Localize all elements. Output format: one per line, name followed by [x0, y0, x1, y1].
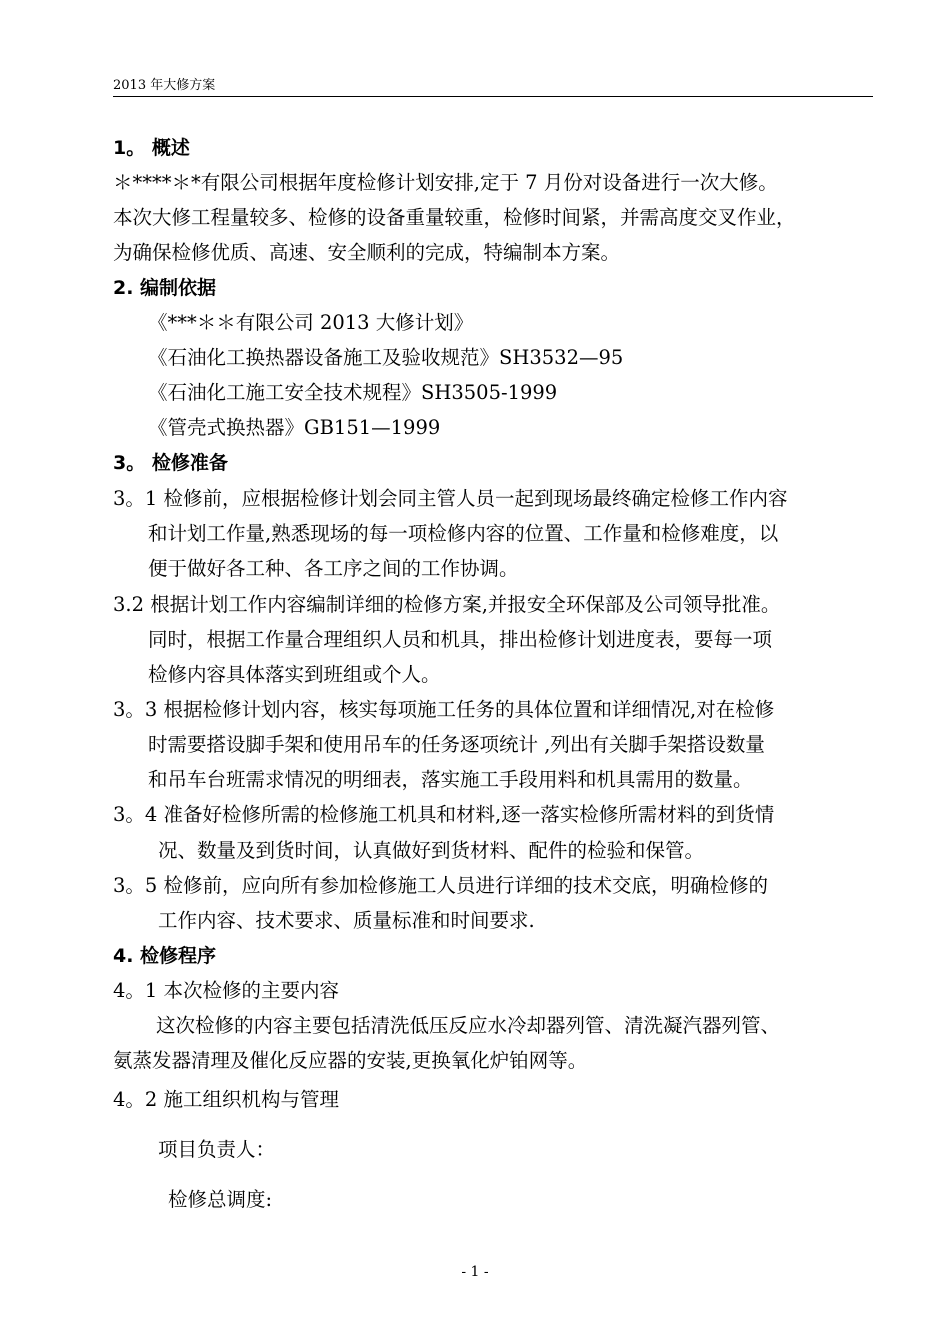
paragraph-line: 3。5 检修前，应向所有参加检修施工人员进行详细的技术交底，明确检修的 [113, 874, 769, 897]
subsection-heading: 4。1 本次检修的主要内容 [113, 979, 340, 1002]
paragraph-line: 工作内容、技术要求、质量标准和时间要求. [158, 909, 535, 932]
paragraph-line: ＊****＊*有限公司根据年度检修计划安排,定于 7 月份对设备进行一次大修。 [113, 171, 778, 194]
paragraph-line: 况、数量及到货时间，认真做好到货材料、配件的检验和保管。 [158, 839, 705, 862]
paragraph-line: 同时，根据工作量合理组织人员和机具，排出检修计划进度表，要每一项 [148, 628, 773, 651]
reference-item: 《***＊＊有限公司 2013 大修计划》 [148, 311, 474, 334]
paragraph-line: 这次检修的内容主要包括清洗低压反应水冷却器列管、清洗凝汽器列管、 [156, 1014, 781, 1037]
paragraph-line: 和计划工作量,熟悉现场的每一项检修内容的位置、工作量和检修难度，以 [148, 522, 779, 545]
section-heading-3: 3。 检修准备 [113, 452, 228, 474]
reference-item: 《石油化工施工安全技术规程》SH3505-1999 [148, 381, 558, 404]
reference-item: 《管壳式换热器》GB151—1999 [148, 416, 441, 439]
paragraph-line: 时需要搭设脚手架和使用吊车的任务逐项统计 ,列出有关脚手架搭设数量 [148, 733, 765, 756]
paragraph-line: 3.2 根据计划工作内容编制详细的检修方案,并报安全环保部及公司领导批准。 [113, 593, 781, 616]
paragraph-line: 氨蒸发器清理及催化反应器的安装,更换氧化炉铂网等。 [113, 1049, 588, 1072]
role-label: 项目负责人： [158, 1138, 276, 1161]
paragraph-line: 3。1 检修前，应根据检修计划会同主管人员一起到现场最终确定检修工作内容 [113, 487, 788, 510]
page-number: - 1 - [461, 1264, 489, 1280]
paragraph-line: 便于做好各工种、各工序之间的工作协调。 [148, 557, 519, 580]
section-heading-4: 4. 检修程序 [113, 945, 217, 967]
header-title: 2013 年大修方案 [113, 78, 216, 93]
paragraph-line: 3。3 根据检修计划内容，核实每项施工任务的具体位置和详细情况,对在检修 [113, 698, 775, 721]
paragraph-line: 为确保检修优质、高速、安全顺利的完成，特编制本方案。 [113, 241, 621, 264]
role-label: 检修总调度: [168, 1188, 273, 1211]
paragraph-line: 3。4 准备好检修所需的检修施工机具和材料,逐一落实检修所需材料的到货情 [113, 803, 775, 826]
reference-item: 《石油化工换热器设备施工及验收规范》SH3532—95 [148, 346, 624, 369]
paragraph-line: 和吊车台班需求情况的明细表，落实施工手段用料和机具需用的数量。 [148, 768, 753, 791]
subsection-heading: 4。2 施工组织机构与管理 [113, 1088, 340, 1111]
section-heading-1: 1。 概述 [113, 137, 190, 159]
paragraph-line: 本次大修工程量较多、检修的设备重量较重，检修时间紧，并需高度交叉作业， [113, 206, 796, 229]
paragraph-line: 检修内容具体落实到班组或个人。 [148, 663, 441, 686]
page-header [113, 76, 873, 97]
section-heading-2: 2. 编制依据 [113, 277, 217, 299]
